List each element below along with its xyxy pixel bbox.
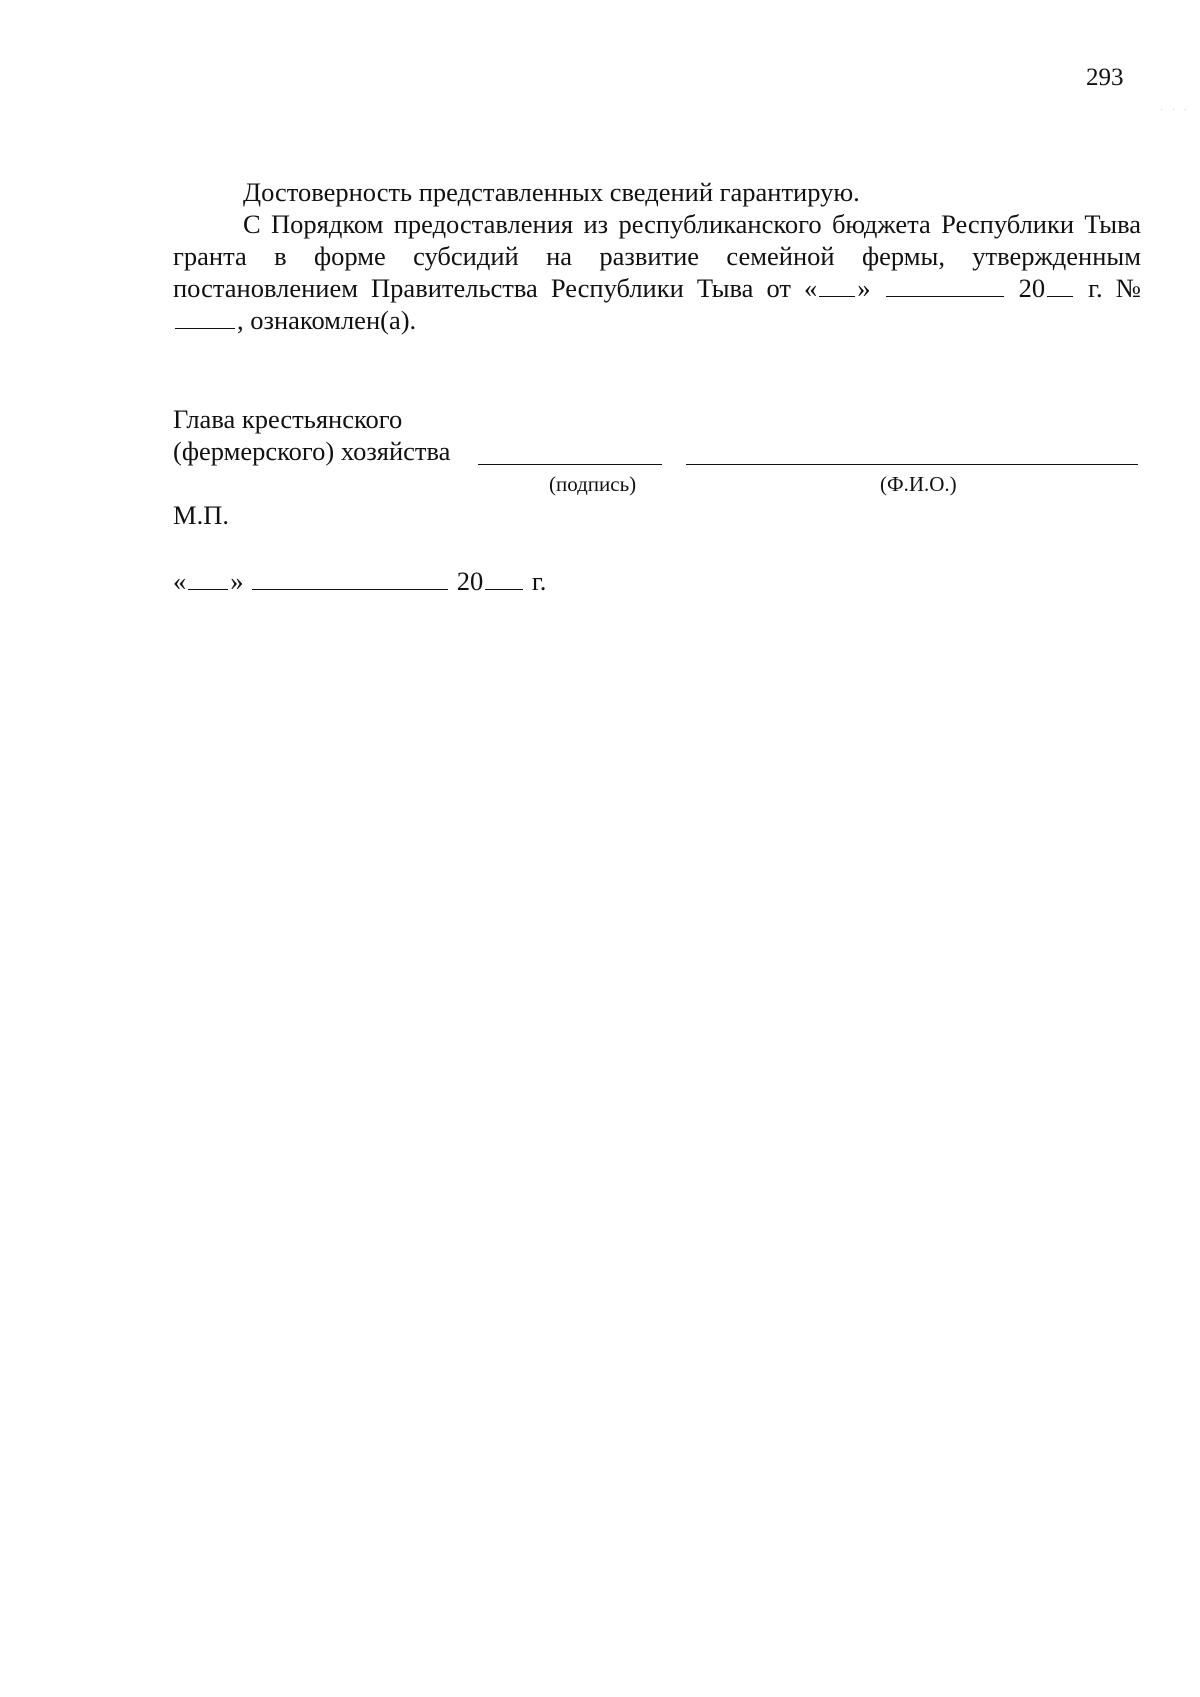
- date-day-blank[interactable]: [188, 567, 228, 590]
- year-blank[interactable]: [1047, 274, 1073, 297]
- day-blank[interactable]: [819, 274, 855, 297]
- date-year-suffix: г.: [531, 566, 547, 596]
- acknowledgement-text: С Порядком предоставления из республиканского бюджета Республики Тыва гранта в форме субсидий на развитие семейной фермы, утвержденным постановлением Правительства Республики Тыва от: [173, 209, 1141, 303]
- scan-artifact: · · ·: [1160, 105, 1190, 116]
- guarantee-statement: Достоверность представленных сведений гарантирую.: [243, 177, 860, 207]
- full-name-line[interactable]: [686, 464, 1138, 465]
- document-number-blank[interactable]: [175, 306, 235, 329]
- year-prefix: 20: [1018, 273, 1046, 303]
- date-quote-open: «: [173, 566, 187, 596]
- page-number: 293: [1086, 64, 1124, 91]
- signer-title-line2: (фермерского) хозяйства: [173, 436, 451, 466]
- number-sign: №: [1115, 273, 1142, 303]
- stamp-placeholder: М.П.: [173, 500, 229, 530]
- signature-line[interactable]: [478, 464, 662, 465]
- signature-caption: (подпись): [549, 472, 637, 496]
- quote-open: «: [804, 273, 818, 303]
- month-blank[interactable]: [886, 274, 1004, 297]
- quote-close: »: [857, 273, 871, 303]
- date-line: [173, 566, 546, 597]
- date-quote-close: »: [230, 566, 244, 596]
- date-year-prefix: 20: [456, 566, 484, 596]
- date-year-blank[interactable]: [485, 567, 523, 590]
- acknowledgement-paragraph: [173, 208, 1141, 336]
- full-name-caption: (Ф.И.О.): [880, 472, 957, 496]
- year-suffix: г.: [1088, 273, 1103, 303]
- date-month-blank[interactable]: [252, 567, 448, 590]
- acknowledgement-ending: , ознакомлен(а).: [237, 305, 417, 335]
- signer-title-line1: Глава крестьянского: [173, 404, 403, 434]
- document-body: [173, 176, 1141, 336]
